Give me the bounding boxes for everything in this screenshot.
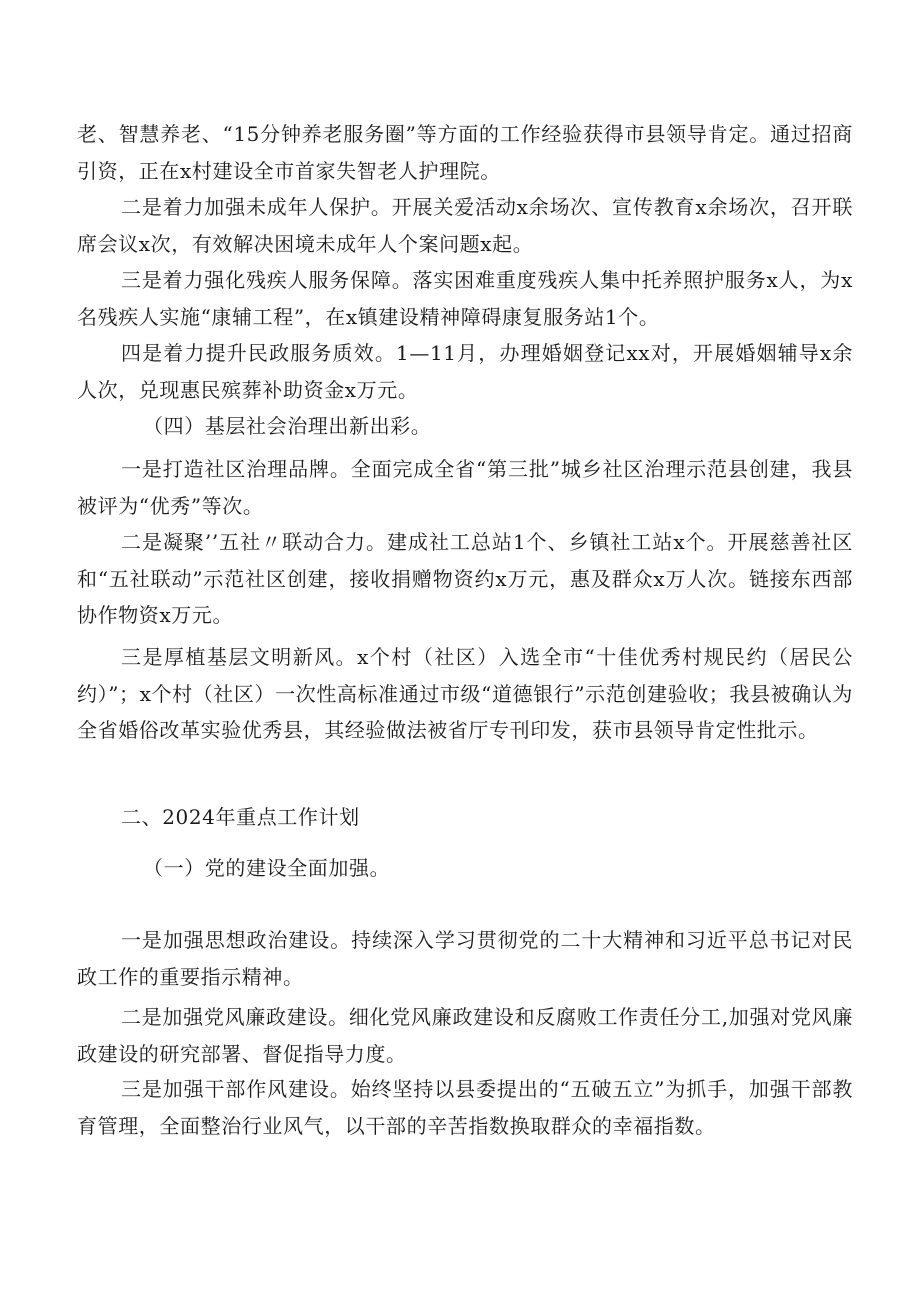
paragraph-community-brand: 一是打造社区治理品牌。全面完成全省“第三批”城乡社区治理示范县创建，我县被评为“优秀”等次。	[77, 457, 853, 518]
paragraph-ideological-building: 一是加强思想政治建设。持续深入学习贯彻党的二十大精神和习近平总书记对民政工作的重要指示精神。	[77, 928, 853, 989]
paragraph-elderly-care-continued: 老、智慧养老、“15分钟养老服务圈”等方面的工作经验获得市县领导肯定。通过招商引资，正在x村建设全市首家失智老人护理院。	[77, 122, 853, 183]
paragraph-five-society-linkage: 二是凝聚’’五社〃联动合力。建成社工总站1个、乡镇社工站x个。开展慈善社区和“五社联动”示范社区创建，接收捐赠物资约x万元，惠及群众x万人次。链接东西部协作物资x万元。	[77, 530, 853, 627]
section-heading-2024-plan: 二、2024年重点工作计划	[121, 805, 360, 829]
section-heading-party-building: （一）党的建设全面加强。	[143, 856, 391, 880]
paragraph-civilization-ethos: 三是厚植基层文明新风。x个村（社区）入选全市“十佳优秀村规民约（居民公约）”；x个村（社区）一次性高标准通过市级“道德银行”示范创建验收；我县被确认为全省婚俗改革实验优秀县，其经验做法被省厅专刊印发，获市县领导肯定性批示。	[77, 645, 853, 742]
paragraph-cadre-conduct: 三是加强干部作风建设。始终坚持以县委提出的“五破五立”为抓手，加强干部教育管理，全面整治行业风气，以干部的辛苦指数换取群众的幸福指数。	[77, 1077, 853, 1138]
paragraph-minor-protection: 二是着力加强未成年人保护。开展关爱活动x余场次、宣传教育x余场次，召开联席会议x次，有效解决困境未成年人个案问题x起。	[77, 195, 853, 256]
paragraph-disability-services: 三是着力强化残疾人服务保障。落实困难重度残疾人集中托养照护服务x人，为x名残疾人实施“康辅工程”，在x镇建设精神障碍康复服务站1个。	[77, 268, 853, 329]
section-heading-grassroots-governance: （四）基层社会治理出新出彩。	[143, 414, 432, 438]
paragraph-civil-services: 四是着力提升民政服务质效。1—11月，办理婚姻登记xx对，开展婚姻辅导x余人次，兑现惠民殡葬补助资金x万元。	[77, 341, 853, 402]
paragraph-integrity-building: 二是加强党风廉政建设。细化党风廉政建设和反腐败工作责任分工,加强对党风廉政建设的研究部署、督促指导力度。	[77, 1005, 853, 1066]
